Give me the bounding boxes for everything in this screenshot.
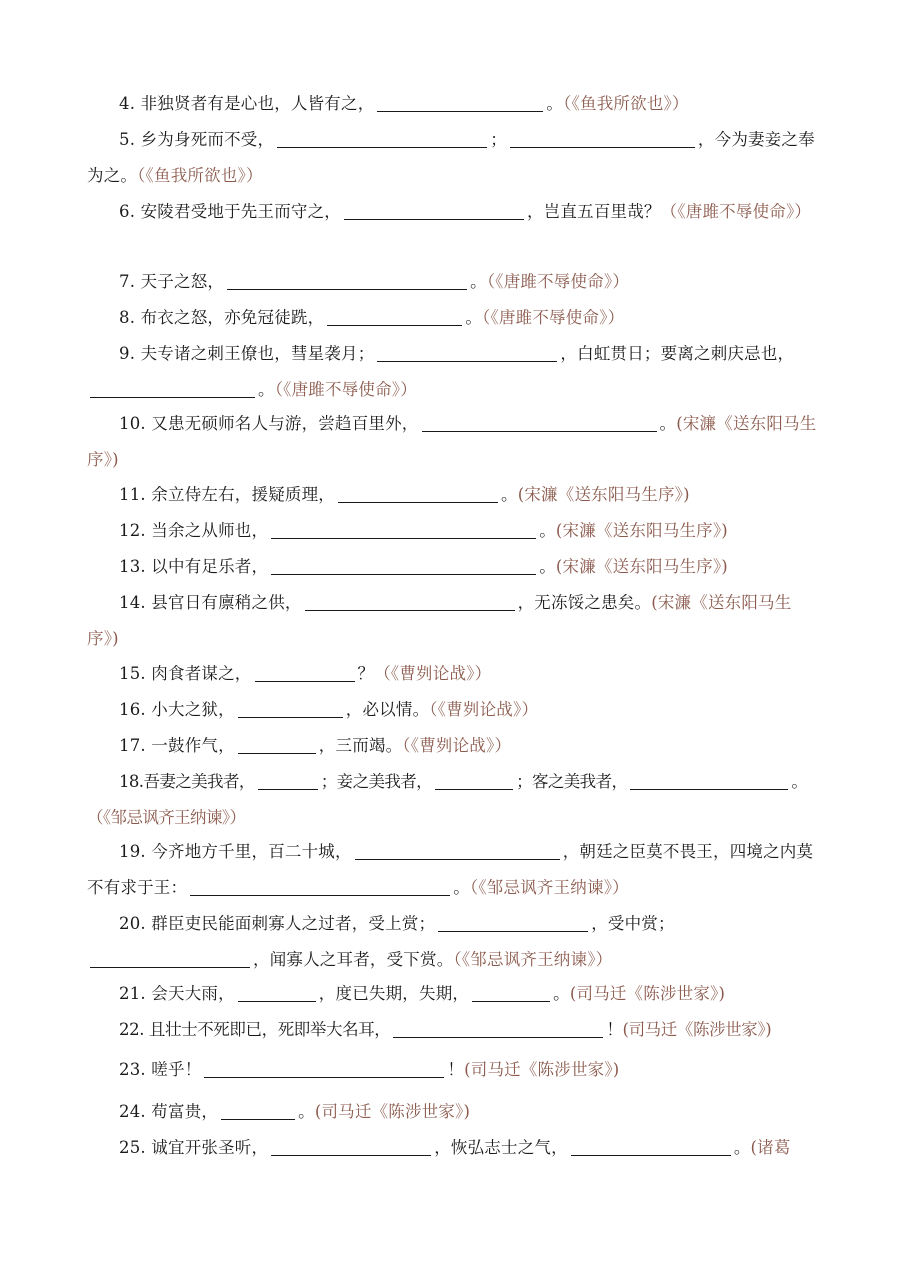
answer-blank[interactable]	[327, 309, 462, 327]
question-number: 5.	[119, 130, 136, 149]
question-text: ，必以情。	[345, 700, 430, 719]
question-text: 。	[733, 1138, 751, 1157]
question-number: 12.	[119, 521, 146, 540]
question-25	[87, 1130, 822, 1166]
source-citation: （《曹刿论战》）	[429, 700, 539, 719]
answer-blank[interactable]	[377, 345, 557, 363]
answer-blank[interactable]	[90, 951, 250, 969]
question-23	[87, 1052, 822, 1088]
question-21	[87, 976, 822, 1012]
source-citation: (宋濂《送东阳马生序》)	[555, 557, 728, 576]
question-text: ；客之美我者，	[516, 772, 628, 791]
question-text: 群臣吏民能面刺寡人之过者，受上赏；	[151, 914, 436, 933]
question-7	[87, 264, 822, 300]
answer-blank[interactable]	[277, 131, 487, 149]
question-number: 15.	[119, 664, 146, 683]
source-citation: (宋濂《送东阳马生序》)	[87, 593, 792, 648]
answer-blank[interactable]	[271, 1139, 431, 1157]
question-text: 。	[453, 878, 470, 897]
question-text: 夫专诸之刺王僚也，彗星袭月；	[140, 344, 375, 363]
question-number: 11.	[119, 485, 146, 504]
answer-blank[interactable]	[472, 985, 550, 1003]
question-text: 苟富贵，	[151, 1102, 219, 1121]
answer-blank[interactable]	[393, 1021, 603, 1039]
answer-blank[interactable]	[221, 1103, 295, 1121]
question-4	[87, 86, 822, 122]
question-14	[87, 585, 822, 657]
question-text: 余立侍左右，援疑质理，	[151, 485, 335, 504]
question-text: 。	[470, 272, 487, 291]
source-citation: (司马迁《陈涉世家》)	[464, 1060, 620, 1079]
question-24	[87, 1094, 822, 1130]
question-text: ，三而竭。	[318, 736, 403, 755]
question-15	[87, 656, 822, 692]
question-text: 当余之从师也，	[151, 521, 269, 540]
question-9	[87, 336, 822, 408]
source-citation: (宋濂《送东阳马生序》)	[517, 485, 690, 504]
question-text: ，恢弘志士之气，	[434, 1138, 568, 1157]
question-number: 24.	[119, 1102, 146, 1121]
source-citation: （《鱼我所欲也》）	[563, 94, 689, 113]
question-number: 20.	[119, 914, 146, 933]
answer-blank[interactable]	[238, 737, 316, 755]
answer-blank[interactable]	[377, 95, 543, 113]
question-text: ，闻寡人之耳者，受下赏。	[253, 950, 454, 969]
question-text: 且壮士不死即已，死即举大名耳，	[148, 1020, 391, 1039]
answer-blank[interactable]	[344, 203, 524, 221]
question-text: ；妾之美我者，	[320, 772, 433, 791]
source-citation: (司马迁《陈涉世家》)	[569, 984, 726, 1003]
question-text: 。	[258, 380, 275, 399]
question-text: 。	[791, 772, 808, 791]
question-text: 。	[539, 557, 556, 576]
question-19	[87, 834, 822, 906]
question-number: 13.	[119, 557, 146, 576]
question-6	[87, 194, 822, 230]
question-number: 23.	[119, 1060, 146, 1079]
question-17	[87, 728, 822, 764]
question-5	[87, 122, 822, 194]
answer-blank[interactable]	[90, 381, 255, 399]
question-number: 16.	[119, 700, 146, 719]
question-text: 天子之怒，	[140, 272, 225, 291]
source-citation: (司马迁《陈涉世家》)	[314, 1102, 471, 1121]
question-text: 乡为身死而不受，	[140, 130, 275, 149]
question-text: 以中有足乐者，	[151, 557, 269, 576]
question-text: ，岂直五百里哉？	[527, 202, 661, 221]
answer-blank[interactable]	[271, 522, 536, 540]
question-text: 布衣之怒，亦免冠徒跣，	[140, 308, 325, 327]
question-number: 10.	[119, 414, 146, 433]
question-number: 6.	[119, 202, 136, 221]
answer-blank[interactable]	[422, 415, 657, 433]
source-citation: （《唐雎不辱使命》）	[486, 272, 630, 291]
source-citation: (宋濂《送东阳马生序》)	[87, 414, 817, 469]
question-text: 又患无硕师名人与游，尝趋百里外，	[151, 414, 419, 433]
question-text: ，受中赏；	[591, 914, 675, 933]
answer-blank[interactable]	[510, 131, 695, 149]
question-number: 14.	[119, 593, 146, 612]
answer-blank[interactable]	[571, 1139, 731, 1157]
question-text: 肉食者谋之，	[151, 664, 252, 683]
answer-blank[interactable]	[258, 773, 318, 791]
question-text: ！	[606, 1020, 623, 1039]
answer-blank[interactable]	[238, 701, 343, 719]
source-citation: (司马迁《陈涉世家》)	[622, 1020, 772, 1039]
question-text: 小大之狱，	[151, 700, 235, 719]
question-20	[87, 906, 822, 978]
answer-blank[interactable]	[238, 985, 316, 1003]
question-text: ，无冻馁之患矣。	[517, 593, 652, 612]
answer-blank[interactable]	[435, 773, 513, 791]
answer-blank[interactable]	[438, 915, 588, 933]
question-text: ，白虹贯日；要离之刺庆忌也，	[560, 344, 795, 363]
source-citation: （《唐雎不辱使命》）	[482, 308, 625, 327]
question-text: 县官日有廪稍之供，	[151, 593, 302, 612]
question-text: 。	[298, 1102, 315, 1121]
question-number: 7.	[119, 272, 136, 291]
source-citation: （《邹忌讽齐王纳谏》）	[469, 878, 629, 897]
question-text: 会天大雨，	[151, 984, 235, 1003]
question-text: 吾妻之美我者，	[143, 772, 255, 791]
answer-blank[interactable]	[305, 594, 515, 612]
question-text: 。	[501, 485, 518, 504]
question-number: 25.	[119, 1138, 146, 1157]
question-text: 。	[659, 414, 677, 433]
question-number: 18.	[119, 772, 144, 791]
question-16	[87, 692, 822, 728]
question-number: 19.	[119, 842, 146, 861]
answer-blank[interactable]	[338, 486, 498, 504]
question-number: 9.	[119, 344, 136, 363]
question-text: 。	[539, 521, 556, 540]
question-text: ？	[357, 664, 375, 683]
question-text: 。	[465, 308, 483, 327]
question-text: 安陵君受地于先王而守之，	[140, 202, 342, 221]
source-citation: （《曹刿论战》）	[374, 664, 492, 683]
source-citation: (宋濂《送东阳马生序》)	[555, 521, 728, 540]
question-text: 。	[553, 984, 570, 1003]
answer-blank[interactable]	[204, 1061, 444, 1079]
question-10	[87, 406, 822, 478]
source-citation: （《邹忌讽齐王纳谏》）	[87, 808, 246, 827]
source-citation: （《邹忌讽齐王纳谏》）	[453, 950, 613, 969]
answer-blank[interactable]	[190, 879, 450, 897]
question-text: 嗟乎！	[151, 1060, 202, 1079]
question-22	[87, 1012, 822, 1048]
question-number: 17.	[119, 736, 146, 755]
answer-blank[interactable]	[630, 773, 788, 791]
question-text: ；	[490, 130, 507, 149]
source-citation: （《唐雎不辱使命》）	[274, 380, 417, 399]
question-13	[87, 549, 822, 585]
answer-blank[interactable]	[355, 843, 560, 861]
question-number: 4.	[119, 94, 136, 113]
source-citation: (诸葛	[750, 1138, 791, 1157]
question-12	[87, 513, 822, 549]
answer-blank[interactable]	[227, 273, 467, 291]
source-citation: （《曹刿论战》）	[402, 736, 512, 755]
question-text: 一鼓作气，	[151, 736, 235, 755]
question-text: 非独贤者有是心也，人皆有之，	[140, 94, 375, 113]
answer-blank[interactable]	[271, 558, 536, 576]
question-text: ！	[447, 1060, 465, 1079]
question-number: 21.	[119, 984, 146, 1003]
question-text: ，朝廷之臣莫不畏王，四境之内莫不有求于王：	[87, 842, 814, 897]
question-text: ，今为妻妾之奉为之。	[87, 130, 815, 185]
source-citation: （《鱼我所欲也》）	[137, 166, 263, 185]
question-18	[87, 764, 822, 836]
question-11	[87, 477, 822, 513]
question-number: 8.	[119, 308, 136, 327]
question-8	[87, 300, 822, 336]
question-text: 今齐地方千里，百二十城，	[151, 842, 352, 861]
answer-blank[interactable]	[255, 665, 355, 683]
source-citation: （《唐雎不辱使命》）	[660, 202, 812, 221]
question-text: 。	[546, 94, 564, 113]
question-text: 诚宜开张圣听，	[151, 1138, 269, 1157]
question-number: 22.	[119, 1020, 145, 1039]
question-text: ，度已失期，失期，	[318, 984, 470, 1003]
